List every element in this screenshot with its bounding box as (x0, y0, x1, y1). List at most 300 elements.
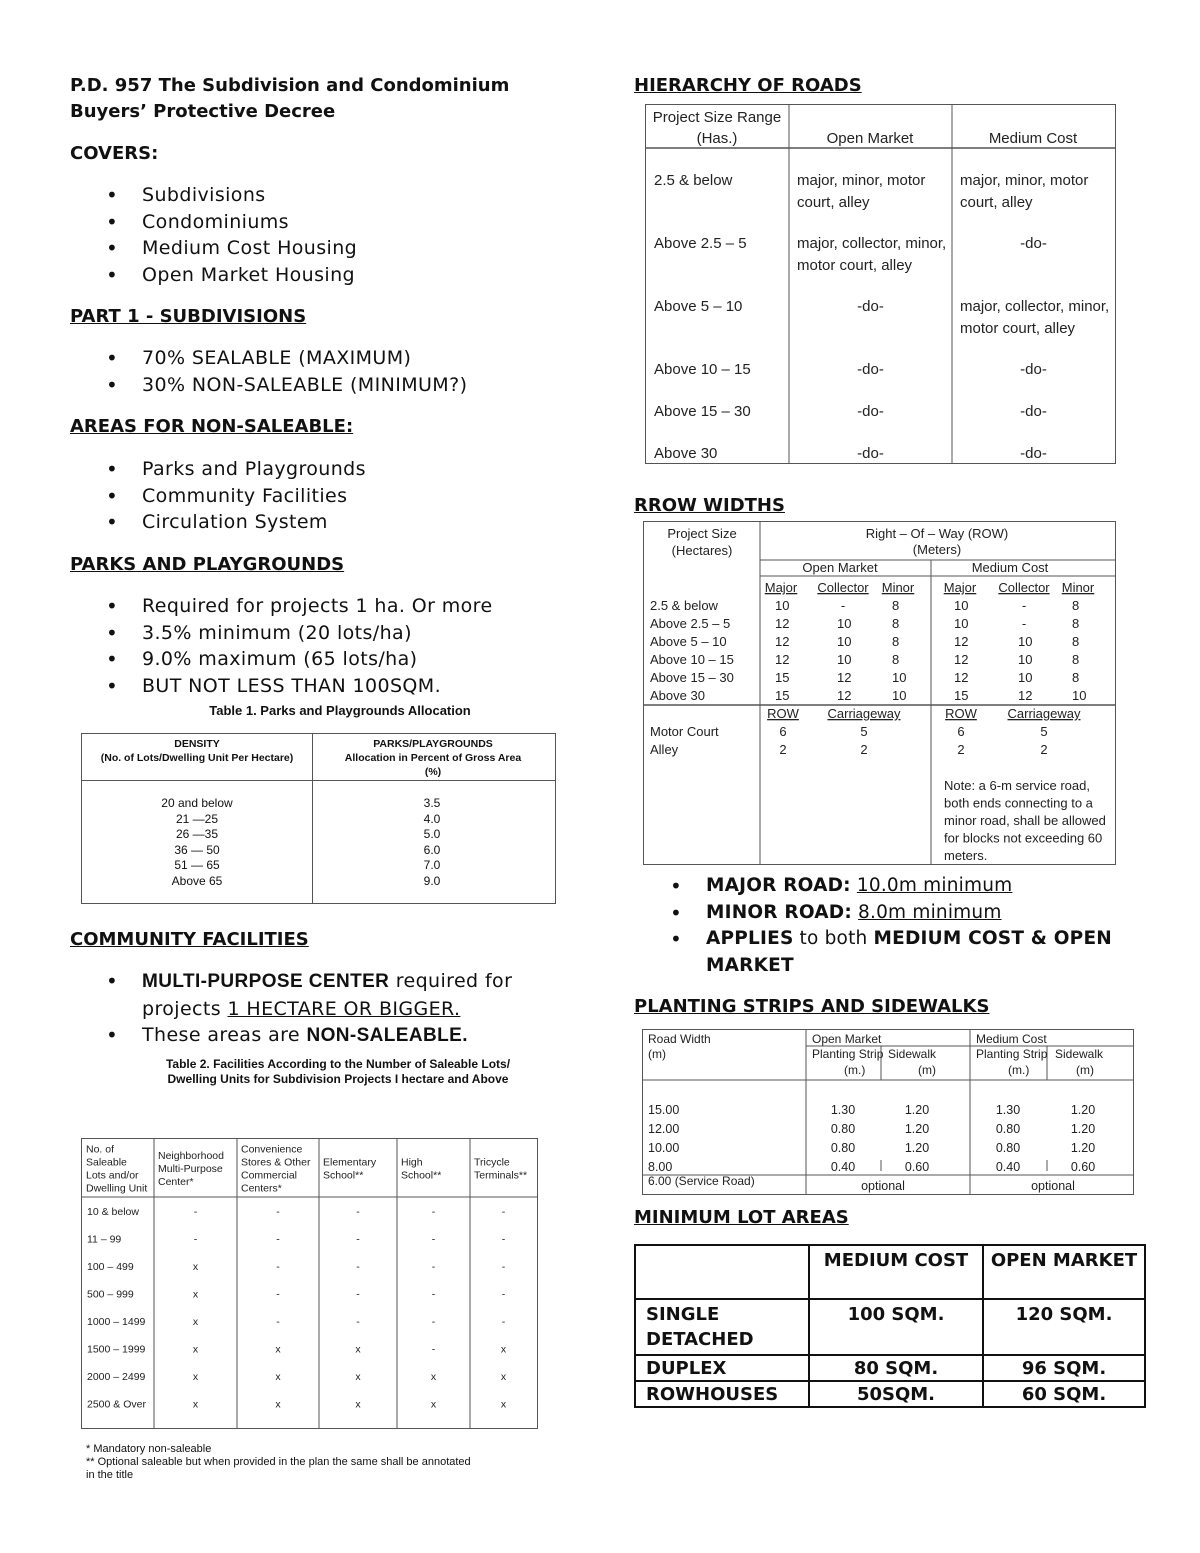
width-cell: 12 (837, 670, 852, 685)
sub-header: Planting Strip (812, 1047, 884, 1061)
density-cell: 21 —25 (175, 811, 219, 826)
parks-unit: (%) (424, 766, 442, 778)
width-cell: 10 (892, 688, 907, 703)
column-header: (m) (648, 1047, 666, 1061)
column-header: Convenience (241, 1143, 303, 1156)
planting-cell: 0.40 (830, 1160, 856, 1174)
row-label: 2500 & Over (87, 1398, 146, 1411)
sub-header: (m.) (844, 1063, 866, 1077)
planting-cell: 1.20 (904, 1103, 930, 1117)
width-cell: 15 (954, 688, 969, 703)
facility-cell: x (192, 1316, 199, 1328)
density-cell: 36 — 50 (174, 842, 220, 857)
width-cell: 6 (957, 724, 965, 739)
column-header: Project Size Range (652, 109, 782, 126)
group-header: Medium Cost (976, 1032, 1047, 1046)
width-cell: 12 (775, 616, 790, 631)
title-line-2: Buyers’ Protective Decree (70, 101, 336, 122)
sub-header: Planting Strip (976, 1047, 1048, 1061)
row-label: 2000 – 2499 (87, 1371, 146, 1383)
table-row (82, 874, 555, 890)
facility-cell: x (192, 1371, 199, 1383)
road-cell: -do- (1020, 445, 1047, 462)
lot-areas-heading: MINIMUM LOT AREAS (634, 1207, 849, 1228)
row-label: 11 – 99 (87, 1233, 122, 1246)
list-item: • Open Market Housing (142, 262, 357, 289)
width-cell: 10 (837, 634, 852, 649)
list-item: • 30% NON-SALEABLE (MINIMUM?) (142, 372, 467, 399)
column-header: Commercial (241, 1169, 298, 1182)
row-label: Above 10 – 15 (654, 361, 751, 378)
width-cell: 12 (837, 688, 852, 703)
road-cell: motor court, alley (960, 320, 1076, 337)
rrow-grid (644, 522, 1115, 864)
row-label: 500 – 999 (87, 1288, 134, 1301)
planting-cell: 1.20 (904, 1122, 930, 1136)
lot-label-line1: SINGLE (646, 1304, 720, 1325)
column-header: Medium Cost (988, 130, 1078, 147)
sub-header: Major (943, 580, 977, 595)
width-cell: 10 (954, 598, 969, 613)
facility-cell: - (356, 1316, 360, 1328)
width-cell: 10 (1072, 688, 1087, 703)
density-subheader: (No. of Lots/Dwelling Unit Per Hectare) (100, 752, 294, 764)
sub-header: Carriageway (1007, 706, 1081, 721)
note-line: Note: a 6-m service road, (944, 778, 1090, 793)
parks-subheader: Allocation in Percent of Gross Area (344, 752, 522, 764)
note-line: minor road, shall be allowed (944, 813, 1106, 828)
column-header: Neighborhood (158, 1150, 224, 1162)
sub-header: (m) (918, 1063, 936, 1077)
facility-cell: - (431, 1233, 436, 1246)
lot-row-label: ROWHOUSES (635, 1381, 809, 1407)
sub-header: Sidewalk (1055, 1047, 1104, 1061)
table2-title-line1: Table 2. Facilities According to the Number of Saleable Lots/ (165, 1057, 511, 1071)
density-cell: 51 — 65 (174, 858, 220, 872)
column-header: Terminals** (474, 1169, 528, 1182)
lot-header-empty (635, 1245, 809, 1299)
facility-cell: x (355, 1398, 361, 1411)
road-cell: -do- (1020, 403, 1047, 420)
column-header: High (401, 1156, 423, 1169)
width-cell: 12 (954, 634, 969, 649)
row-label: Above 2.5 – 5 (650, 616, 731, 631)
table-row (82, 812, 555, 828)
lot-header-open: OPEN MARKET (983, 1245, 1145, 1299)
row-label: 15.00 (648, 1103, 680, 1117)
column-header: Right – Of – Way (ROW) (865, 526, 1009, 541)
parks-allocation-table (81, 733, 556, 904)
row-label: Above 5 – 10 (650, 634, 727, 649)
list-item: • Medium Cost Housing (142, 235, 357, 262)
column-header: No. of (86, 1143, 115, 1156)
column-header: Centers* (241, 1182, 282, 1195)
column-header: Saleable (86, 1156, 127, 1169)
facility-cell: - (276, 1206, 280, 1218)
list-item (142, 1022, 562, 1050)
facility-cell: - (276, 1261, 280, 1273)
width-cell: 10 (837, 652, 852, 667)
row-label: Above 10 – 15 (650, 652, 734, 667)
facility-cell: - (276, 1316, 280, 1328)
planting-cell: optional (861, 1179, 905, 1193)
non-saleable-label: NON-SALEABLE. (306, 1025, 468, 1046)
mpc-size: 1 HECTARE OR BIGGER. (227, 997, 461, 1020)
major-road-value: 10.0m minimum (856, 875, 1013, 896)
column-header: School** (401, 1169, 442, 1182)
density-cell: Above 65 (171, 873, 223, 888)
row-label: 12.00 (648, 1122, 680, 1136)
facility-cell: x (275, 1371, 281, 1383)
width-cell: 8 (892, 598, 900, 613)
lot-cell: 100 SQM. (809, 1299, 983, 1355)
lot-label-line2: DETACHED (646, 1329, 754, 1350)
column-header: (Has.) (696, 130, 738, 147)
sub-header: Sidewalk (888, 1047, 937, 1061)
minor-road-value: 8.0m minimum (858, 901, 1002, 923)
row-label: 6.00 (Service Road) (648, 1174, 755, 1188)
community-list (70, 968, 562, 1050)
planting-cell: 1.20 (1070, 1103, 1096, 1117)
column-header: Multi-Purpose (158, 1163, 223, 1175)
table2-title (118, 1057, 558, 1087)
applies-target: MEDIUM COST & OPEN (873, 928, 1112, 949)
hierarchy-grid (646, 105, 1115, 463)
list-item: • 70% SEALABLE (MAXIMUM) (142, 345, 467, 372)
title-line-1: P.D. 957 The Subdivision and Condominium (70, 75, 510, 96)
facility-cell: x (500, 1398, 507, 1411)
table2-title-line2: Dwelling Units for Subdivision Projects I hectare and Above (167, 1072, 509, 1086)
planting-cell: 1.20 (1070, 1141, 1096, 1155)
facility-cell: x (355, 1371, 361, 1383)
column-header: Open Market (826, 130, 914, 147)
width-cell: 8 (1072, 616, 1080, 631)
facility-cell: - (356, 1288, 360, 1301)
lot-cell: 60 SQM. (983, 1381, 1145, 1407)
row-label: Above 15 – 30 (650, 670, 734, 685)
group-header: Open Market (812, 1032, 882, 1046)
road-bullets (634, 873, 1186, 979)
facility-cell: - (193, 1206, 198, 1218)
table-row (82, 843, 555, 859)
width-cell: 10 (775, 598, 790, 613)
lot-cell: 50SQM. (809, 1381, 983, 1407)
allocation-cell: 7.0 (423, 858, 441, 872)
list-item: • Circulation System (142, 509, 366, 536)
density-header: DENSITY (174, 738, 220, 750)
width-cell: 8 (892, 652, 900, 667)
density-cell: 20 and below (161, 796, 233, 810)
width-cell: 15 (775, 688, 790, 703)
sub-header: Carriageway (827, 706, 901, 721)
row-label: 2.5 & below (654, 172, 733, 189)
table1-title: Table 1. Parks and Playgrounds Allocation (209, 703, 471, 718)
covers-list (70, 182, 357, 288)
lot-areas-table (634, 1244, 1146, 1408)
facility-cell: x (275, 1343, 281, 1356)
facility-cell: - (276, 1288, 280, 1301)
facility-cell: - (356, 1233, 360, 1246)
width-cell: 10 (1018, 652, 1033, 667)
row-label: Above 2.5 – 5 (654, 235, 747, 252)
non-saleable-list (70, 456, 366, 536)
width-cell: 2 (957, 742, 965, 757)
planting-cell: 1.20 (1070, 1122, 1096, 1136)
column-header: School** (323, 1169, 364, 1182)
column-header: Dwelling Unit (86, 1182, 148, 1195)
sub-header: ROW (767, 706, 799, 721)
width-cell: 12 (775, 652, 790, 667)
hierarchy-table (645, 104, 1116, 464)
road-cell: motor court, alley (797, 257, 913, 274)
planting-table (642, 1029, 1134, 1195)
width-cell: - (1021, 616, 1027, 631)
footnote-3: in the title (86, 1469, 134, 1481)
road-cell: major, collector, minor, (960, 298, 1110, 315)
facility-cell: - (193, 1233, 198, 1246)
facility-cell: - (276, 1233, 280, 1246)
width-cell: 10 (954, 616, 969, 631)
column-header: Project Size (667, 526, 737, 541)
planting-cell: 0.60 (1070, 1160, 1096, 1174)
footnote-2: ** Optional saleable but when provided in the plan the same shall be annotated (86, 1456, 471, 1468)
facility-cell: x (275, 1398, 281, 1411)
road-cell: court, alley (797, 194, 870, 211)
width-cell: 5 (860, 724, 868, 739)
list-item: • Condominiums (142, 209, 357, 236)
list-item (706, 873, 1186, 900)
column-header: Tricycle (474, 1156, 510, 1169)
width-cell: 2 (779, 742, 787, 757)
width-cell: 6 (779, 724, 787, 739)
row-label: Above 5 – 10 (654, 298, 743, 315)
facility-cell: - (501, 1261, 506, 1273)
facility-cell: - (501, 1233, 506, 1246)
road-cell: -do- (1020, 361, 1047, 378)
planting-heading: PLANTING STRIPS AND SIDEWALKS (634, 996, 990, 1017)
lot-cell: 120 SQM. (983, 1299, 1145, 1355)
width-cell: 10 (1018, 670, 1033, 685)
planting-cell: 1.30 (830, 1103, 856, 1117)
road-cell: -do- (857, 403, 884, 420)
footnotes (86, 1443, 546, 1482)
table-row (82, 858, 555, 874)
facility-cell: x (192, 1343, 199, 1356)
width-cell: 12 (954, 652, 969, 667)
width-cell: 2 (860, 742, 868, 757)
row-label: Above 30 (654, 445, 718, 462)
facility-cell: x (500, 1371, 507, 1383)
width-cell: 10 (837, 616, 852, 631)
row-label: Alley (650, 742, 679, 757)
width-cell: 12 (954, 670, 969, 685)
column-header: Road Width (648, 1032, 711, 1046)
facility-cell: - (431, 1288, 436, 1301)
width-cell: 10 (1018, 634, 1033, 649)
facility-cell: - (431, 1206, 436, 1218)
sub-header: Collector (817, 580, 869, 595)
major-road-label: MAJOR ROAD: (706, 875, 851, 896)
planting-cell: 0.80 (995, 1141, 1021, 1155)
row-label: 100 – 499 (87, 1261, 134, 1273)
sub-header: (m) (1076, 1063, 1094, 1077)
list-item: • 3.5% minimum (20 lots/ha) (142, 620, 493, 647)
list-item: • Community Facilities (142, 483, 366, 510)
road-cell: major, minor, motor (960, 172, 1089, 189)
lot-cell: 80 SQM. (809, 1355, 983, 1381)
allocation-cell: 3.5 (423, 796, 441, 810)
note-line: meters. (944, 848, 988, 863)
facility-cell: x (430, 1398, 437, 1411)
road-cell: -do- (857, 445, 884, 462)
community-heading: COMMUNITY FACILITIES (70, 929, 309, 950)
table-row (82, 827, 555, 843)
parks-header: PARKS/PLAYGROUNDS (373, 738, 493, 750)
list-item (706, 900, 1186, 927)
row-label: Above 30 (650, 688, 705, 703)
list-item: • Parks and Playgrounds (142, 456, 366, 483)
covers-heading: COVERS: (70, 143, 159, 164)
planting-cell: 0.40 (995, 1160, 1021, 1174)
lot-cell: 96 SQM. (983, 1355, 1145, 1381)
width-cell: 10 (892, 670, 907, 685)
row-label: 10 & below (87, 1206, 139, 1218)
sub-header: Minor (1061, 580, 1095, 595)
facility-cell: - (356, 1206, 360, 1218)
list-item: • Required for projects 1 ha. Or more (142, 593, 493, 620)
part1-list (70, 345, 467, 398)
column-header: (Meters) (912, 542, 962, 557)
width-cell: 12 (1018, 688, 1033, 703)
planting-cell: 1.30 (995, 1103, 1021, 1117)
row-label: Above 15 – 30 (654, 403, 751, 420)
width-cell: 8 (892, 634, 900, 649)
allocation-cell: 4.0 (423, 811, 441, 826)
width-cell: 8 (1072, 598, 1080, 613)
footnote-1: * Mandatory non-saleable (86, 1443, 212, 1455)
allocation-cell: 6.0 (423, 842, 441, 857)
road-cell: major, minor, motor (797, 172, 926, 189)
width-cell: 15 (775, 670, 790, 685)
road-cell: court, alley (960, 194, 1033, 211)
list-item: • BUT NOT LESS THAN 100SQM. (142, 673, 493, 700)
note-line: for blocks not exceeding 60 (944, 830, 1103, 846)
list-item: • Subdivisions (142, 182, 357, 209)
list-item (142, 968, 562, 1022)
road-cell: -do- (857, 361, 884, 378)
planting-cell: 0.80 (830, 1141, 856, 1155)
lot-row-label: DUPLEX (635, 1355, 809, 1381)
width-cell: 8 (1072, 634, 1080, 649)
facility-cell: - (431, 1343, 436, 1356)
minor-road-label: MINOR ROAD: (706, 901, 852, 923)
row-label: 2.5 & below (650, 598, 718, 613)
planting-grid (643, 1030, 1133, 1194)
rrow-table (643, 521, 1116, 865)
width-cell: 12 (775, 634, 790, 649)
planting-cell: 0.80 (995, 1122, 1021, 1136)
table-row (82, 796, 555, 812)
applies-target-2: MARKET (706, 954, 794, 976)
group-header: Open Market (802, 560, 878, 575)
applies-label: APPLIES (706, 928, 794, 949)
width-cell: 8 (1072, 652, 1080, 667)
planting-cell: 0.80 (830, 1122, 856, 1136)
facilities-grid (82, 1139, 537, 1428)
allocation-cell: 5.0 (423, 827, 441, 841)
facility-cell: - (501, 1288, 506, 1301)
column-header: Center* (158, 1176, 194, 1188)
row-label: 10.00 (648, 1141, 680, 1155)
density-cell: 26 —35 (175, 827, 219, 841)
parks-heading: PARKS AND PLAYGROUNDS (70, 554, 345, 575)
non-saleable-text: These areas are (142, 1024, 307, 1046)
width-cell: 8 (892, 616, 900, 631)
lot-row-label (635, 1299, 809, 1355)
parks-list (70, 593, 493, 699)
planting-cell: 0.60 (904, 1160, 930, 1174)
sub-header: Collector (998, 580, 1050, 595)
sub-header: Minor (881, 580, 915, 595)
planting-cell: optional (1031, 1179, 1075, 1193)
sub-header: Major (764, 580, 798, 595)
facility-cell: x (192, 1398, 199, 1411)
row-label: 1000 – 1499 (87, 1316, 146, 1328)
facility-cell: x (192, 1261, 199, 1273)
list-item (706, 926, 1186, 979)
facility-cell: - (356, 1261, 360, 1273)
sub-header: (m.) (1008, 1063, 1030, 1077)
lot-header-medium: MEDIUM COST (809, 1245, 983, 1299)
facility-cell: - (431, 1316, 436, 1328)
width-cell: - (840, 598, 846, 613)
applies-text: to both (793, 928, 874, 949)
facility-cell: - (501, 1206, 506, 1218)
facility-cell: x (500, 1343, 507, 1356)
road-cell: -do- (1020, 235, 1047, 252)
note-line: both ends connecting to a (944, 795, 1093, 811)
mpc-label: MULTI-PURPOSE CENTER (142, 971, 390, 992)
mpc-text: required for projects (142, 970, 513, 1020)
hierarchy-heading: HIERARCHY OF ROADS (634, 75, 862, 96)
facility-cell: - (431, 1261, 436, 1273)
width-cell: - (1021, 598, 1027, 613)
document-title (70, 73, 590, 125)
width-cell: 2 (1040, 742, 1048, 757)
facility-cell: x (430, 1371, 437, 1383)
width-cell: 5 (1040, 724, 1048, 739)
row-label: Motor Court (650, 724, 719, 739)
planting-cell: 1.20 (904, 1141, 930, 1155)
part1-heading: PART 1 - SUBDIVISIONS (70, 306, 307, 327)
non-saleable-heading: AREAS FOR NON-SALEABLE: (70, 416, 354, 437)
sub-header: ROW (945, 706, 977, 721)
road-cell: major, collector, minor, (797, 235, 947, 252)
width-cell: 8 (1072, 670, 1080, 685)
group-header: Medium Cost (971, 560, 1049, 575)
column-header: Stores & Other (241, 1156, 311, 1169)
row-label: 8.00 (648, 1160, 673, 1174)
column-header: Lots and/or (86, 1169, 139, 1182)
list-item: • 9.0% maximum (65 lots/ha) (142, 646, 493, 673)
facility-cell: x (192, 1288, 199, 1301)
road-cell: -do- (857, 298, 884, 315)
column-header: Elementary (323, 1156, 377, 1169)
allocation-cell: 9.0 (423, 873, 441, 888)
facilities-table (81, 1138, 538, 1429)
facility-cell: x (355, 1343, 361, 1356)
rrow-heading: RROW WIDTHS (634, 495, 785, 516)
